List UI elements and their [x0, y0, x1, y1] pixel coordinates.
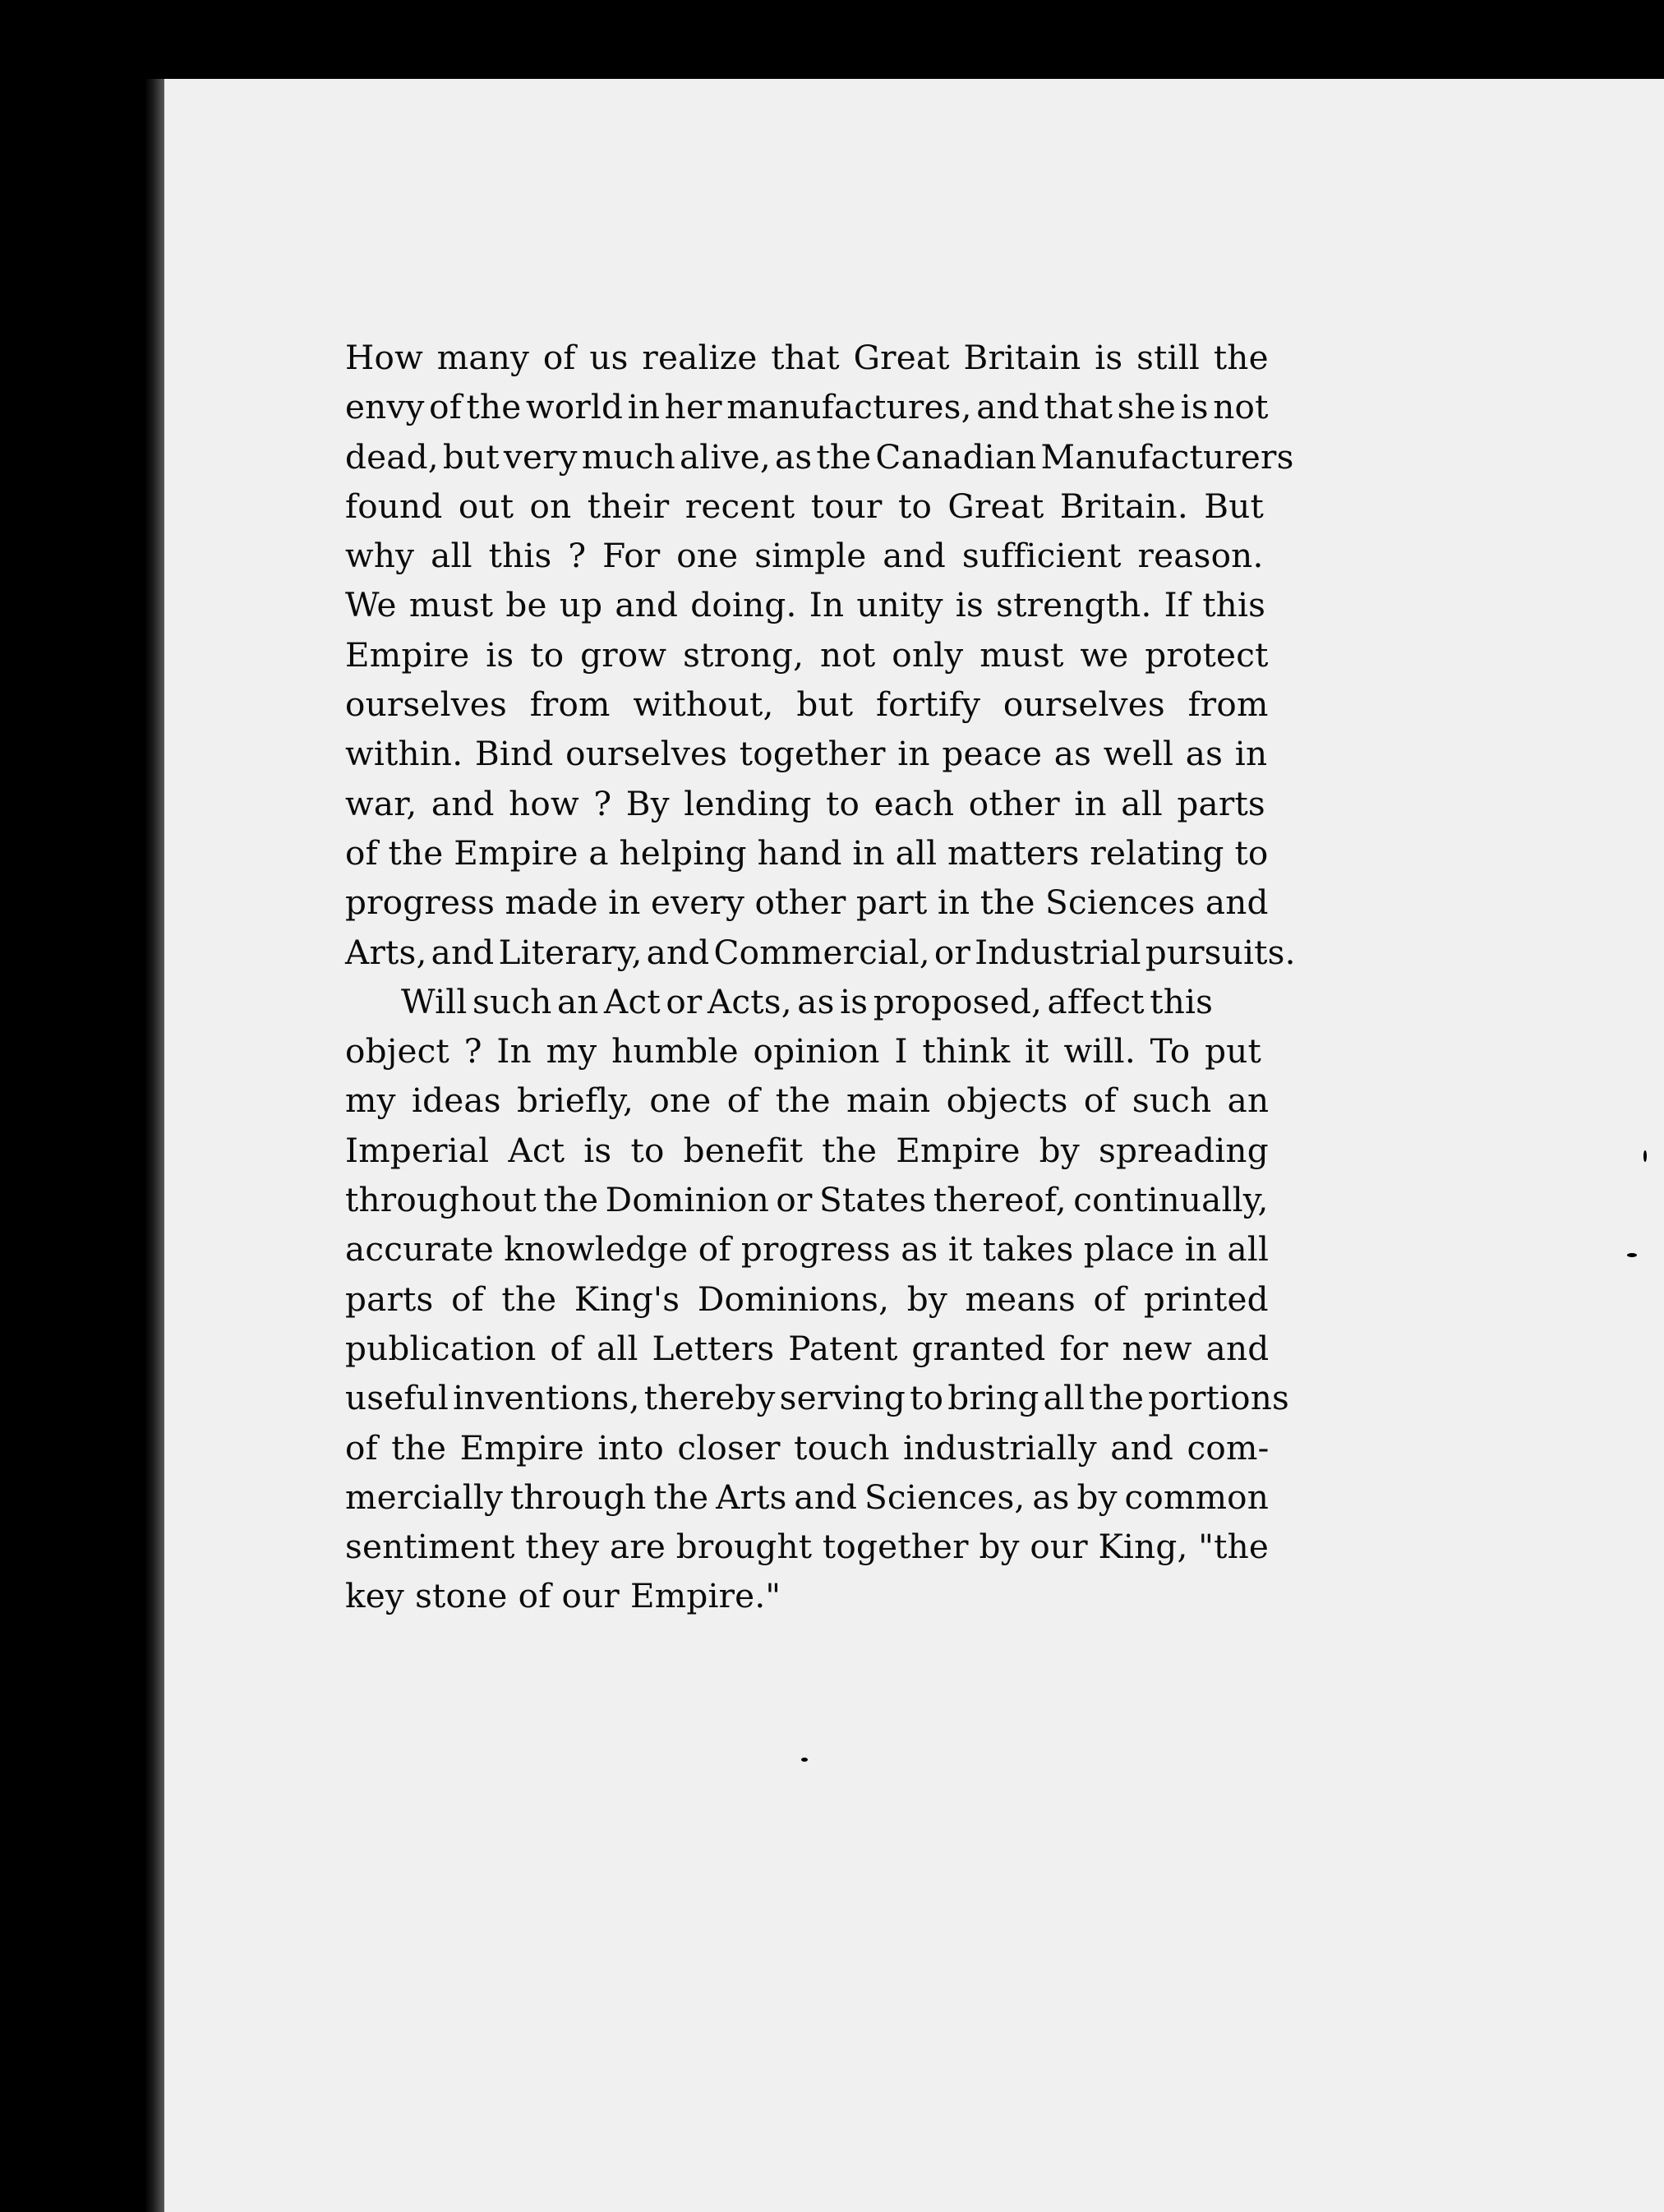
text-line: of the Empire into closer touch industrially and com-: [345, 1427, 1270, 1468]
text-line: parts of the King's Dominions, by means of printed: [345, 1279, 1269, 1319]
text-line: accurate knowledge of progress as it takes place in all: [345, 1229, 1270, 1270]
text-line: found out on their recent tour to Great Britain. But: [345, 486, 1265, 526]
paragraph-1: [345, 333, 1296, 977]
scan-speck: [662, 15, 666, 19]
text-line: Empire is to grow strong, not only must we protect: [345, 634, 1269, 675]
text-line: key stone of our Empire.": [345, 1576, 781, 1616]
text-line: progress made in every other part in the Sciences and: [345, 882, 1269, 923]
text-line: Imperial Act is to benefit the Empire by spreading: [345, 1130, 1269, 1170]
text-line: How many of us realize that Great Britain is still the: [345, 338, 1269, 377]
text-line: Arts, and Literary, and Commercial, or Industrial pursuits.: [345, 932, 1296, 972]
text-line: within. Bind ourselves together in peace as well as in: [345, 734, 1268, 774]
body-text: [345, 333, 1296, 1621]
binding-edge: [145, 79, 164, 2212]
text-line: ourselves from without, but fortify ourselves from: [345, 684, 1269, 725]
text-line: We must be up and doing. In unity is strength. If this: [345, 585, 1266, 625]
paragraph-2: [345, 977, 1290, 1621]
text-line: sentiment they are brought together by our King, "the: [345, 1527, 1270, 1567]
scan-speck: [1627, 1253, 1637, 1257]
text-line: my ideas briefly, one of the main objects of such an: [345, 1081, 1270, 1121]
scan-speck: [1008, 72, 1013, 76]
text-line: war, and how ? By lending to each other in all parts: [345, 783, 1265, 823]
text-line: useful inventions, thereby serving to bring all the portions: [345, 1378, 1290, 1418]
text-line: publication of all Letters Patent granted for new and: [345, 1328, 1270, 1368]
text-line: dead, but very much alive, as the Canadian Manufacturers: [345, 436, 1294, 477]
scan-speck: [1643, 1150, 1647, 1162]
text-line: of the Empire a helping hand in all matters relating to: [345, 832, 1269, 873]
text-line: throughout the Dominion or States thereof, continually,: [345, 1180, 1269, 1220]
text-line: object ? In my humble opinion I think it will. To put: [345, 1031, 1261, 1071]
text-line: mercially through the Arts and Sciences, as by common: [345, 1477, 1270, 1517]
text-line: envy of the world in her manufactures, and that she is not: [345, 387, 1269, 427]
scan-speck: [801, 1758, 808, 1762]
text-line: why all this ? For one simple and sufficient reason.: [345, 536, 1264, 576]
text-line: Will such an Act or Acts, as is proposed, affect this: [401, 981, 1214, 1021]
